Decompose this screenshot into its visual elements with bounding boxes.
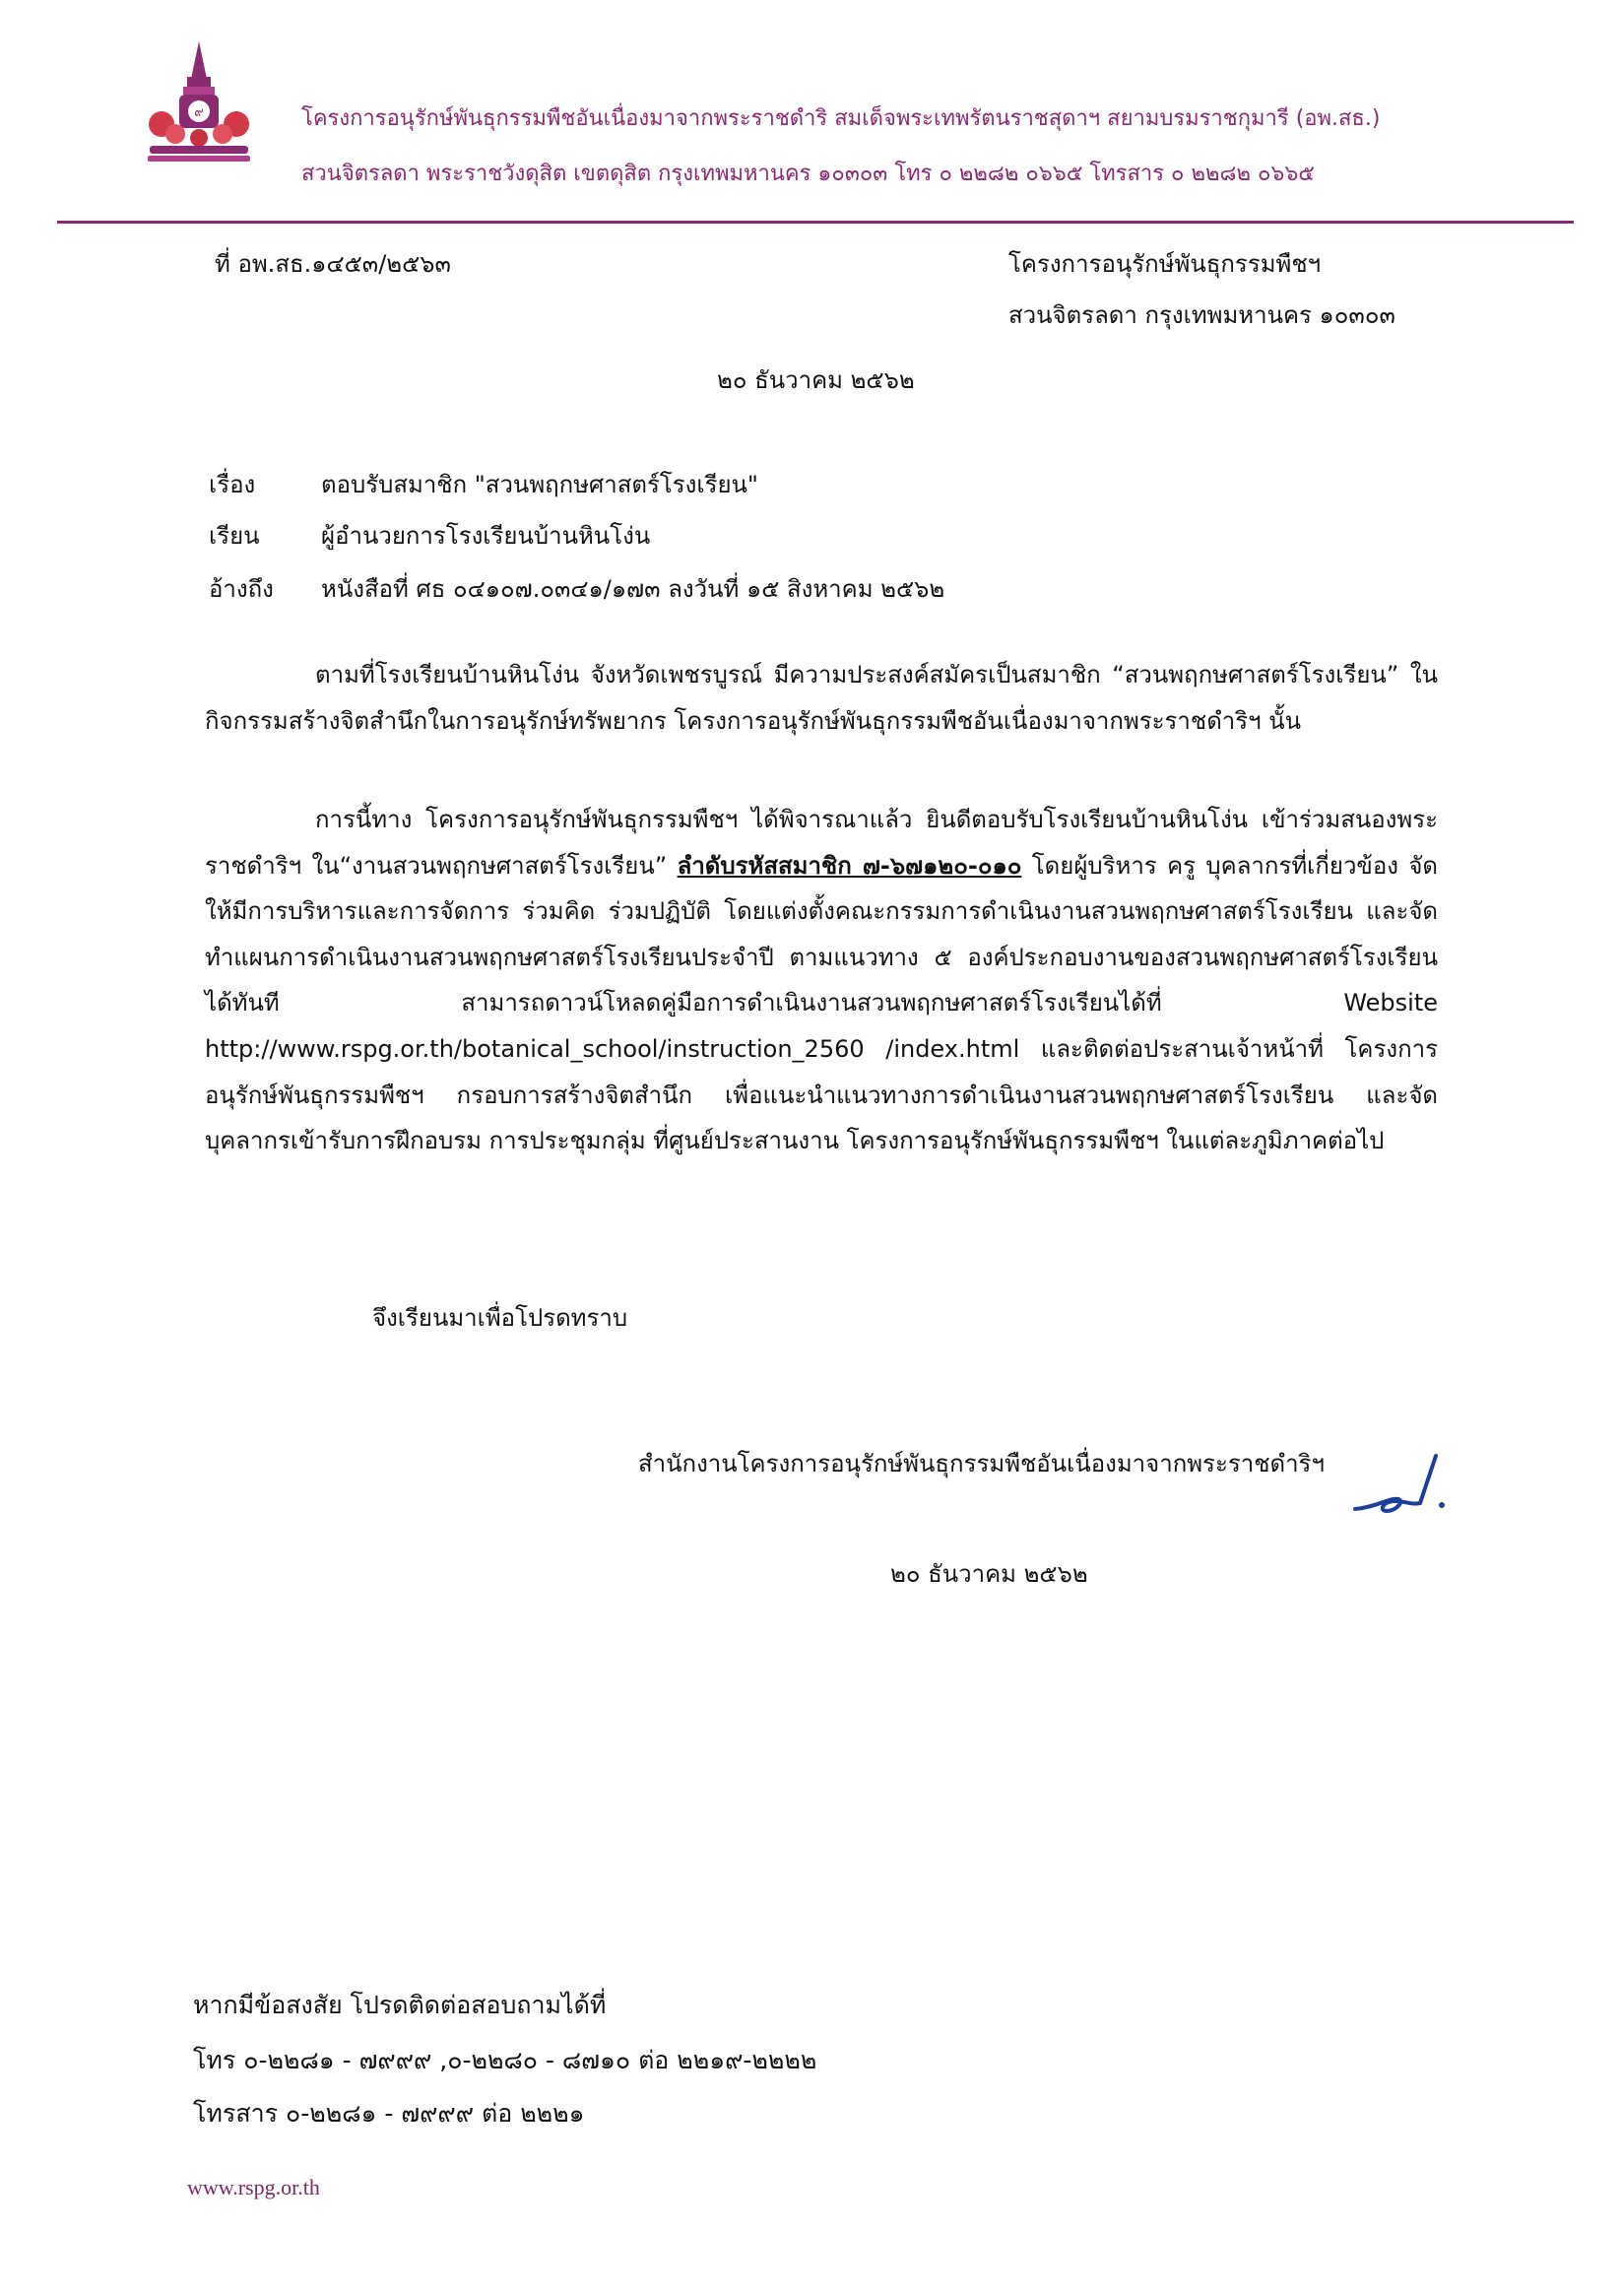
header-divider [57,221,1574,224]
body-paragraph-1 [205,652,1438,744]
subject-text: ตอบรับสมาชิก "สวนพฤกษศาสตร์โรงเรียน" [321,471,758,498]
sender-name: โครงการอนุรักษ์พันธุกรรมพืชฯ [1008,250,1322,278]
header-org-name: โครงการอนุรักษ์พันธุกรรมพืชอันเนื่องมาจากพระราชดำริ สมเด็จพระเทพรัตนราชสุดาฯ สยามบรมราชกุมารี (อพ.สธ.) [301,106,1381,131]
subject-label: เรื่อง [209,471,256,498]
contact-fax: โทรสาร ๐-๒๒๘๑ - ๗๙๙๙ ต่อ ๒๒๒๑ [193,2099,585,2128]
paragraph-2-text-b: โดยผู้บริหาร ครู บุคลากรที่เกี่ยวข้อง จัดให้มีการบริหารและการจัดการ ร่วมคิด ร่วมปฏิบัติ โดยแต่งตั้งคณะกรรมการดำเนินงานสวนพฤกษศาสตร์โรงเรียน และจัดทำแผนการดำเนินงานสวนพฤกษศาสตร์โรงเรียนประจำปี ตามแนวทาง ๕ องค์ประกอบงานของสวนพฤกษศาสตร์โรงเรียนได้ทันที สามารถดาวน์โหลดคู่มือการดำเนินงานสวนพฤกษศาสตร์โรงเรียนได้ที่ Website http://www.rspg.or.th/botanical_school/instruction_2560 /index.html และติดต่อประสานเจ้าหน้าที่ โครงการอนุรักษ์พันธุกรรมพืชฯ กรอบการสร้างจิตสำนึก เพื่อแนะนำแนวทางการดำเนินงานสวนพฤกษศาสตร์โรงเรียน และจัดบุคลากรเข้ารับการฝึกอบรม การประชุมกลุ่ม ที่ศูนย์ประสานงาน โครงการอนุรักษ์พันธุกรรมพืชฯ ในแต่ละภูมิภาคต่อไป [205,851,1439,1155]
paragraph-2-text-a: การนี้ทาง โครงการอนุรักษ์พันธุกรรมพืชฯ ได้พิจารณาแล้ว ยินดีตอบรับโรงเรียนบ้านหินโง่น เข้าร่วมสนองพระราชดำริฯ ใน“งานสวนพฤกษศาสตร์โรงเรียน” [205,806,1438,880]
website-link[interactable]: www.rspg.or.th [187,2175,320,2199]
royal-emblem-icon [130,39,268,177]
signature-mark [1347,1448,1456,1527]
reference-label: อ้างถึง [209,575,274,603]
contact-intro: หากมีข้อสงสัย โปรดติดต่อสอบถามได้ที่ [193,1991,607,2019]
signoff-date: ๒๐ ธันวาคม ๒๕๖๒ [890,1560,1088,1588]
contact-phone: โทร ๐-๒๒๘๑ - ๗๙๙๙ ,๐-๒๒๘๐ - ๘๗๑๐ ต่อ ๒๒๑๙-๒๒๒๒ [193,2046,817,2074]
to-label: เรียน [209,522,260,550]
to-text: ผู้อำนวยการโรงเรียนบ้านหินโง่น [321,522,651,550]
signoff-office: สำนักงานโครงการอนุรักษ์พันธุกรรมพืชอันเนื่องมาจากพระราชดำริฯ [638,1450,1325,1477]
reference-text: หนังสือที่ ศธ ๐๔๑๐๗.๐๓๔๑/๑๗๓ ลงวันที่ ๑๕ สิงหาคม ๒๕๖๒ [321,575,945,603]
ref-number: ที่ อพ.สธ.๑๔๕๓/๒๕๖๓ [215,250,451,278]
body-paragraph-2 [205,797,1438,1164]
svg-text:๙: ๙ [194,105,204,120]
sender-address: สวนจิตรลดา กรุงเทพมหานคร ๑๐๓๐๓ [1008,301,1395,329]
header-address: สวนจิตรลดา พระราชวังดุสิต เขตดุสิต กรุงเทพมหานคร ๑๐๓๐๓ โทร ๐ ๒๒๘๒ ๐๖๖๕ โทรสาร ๐ ๒๒๘๒ ๐๖๖๕ [301,162,1315,186]
member-code: ลำดับรหัสสมาชิก ๗-๖๗๑๒๐-๐๑๐ [677,851,1022,880]
paragraph-1-text: ตามที่โรงเรียนบ้านหินโง่น จังหวัดเพชรบูรณ์ มีความประสงค์สมัครเป็นสมาชิก “สวนพฤกษศาสตร์โรงเรียน” ในกิจกรรมสร้างจิตสำนึกในการอนุรักษ์ทรัพยากร โครงการอนุรักษ์พันธุกรรมพืชอันเนื่องมาจากพระราชดำริฯ นั้น [205,661,1438,735]
closing-line: จึงเรียนมาเพื่อโปรดทราบ [372,1304,628,1332]
letter-date: ๒๐ ธันวาคม ๒๕๖๒ [717,366,915,394]
